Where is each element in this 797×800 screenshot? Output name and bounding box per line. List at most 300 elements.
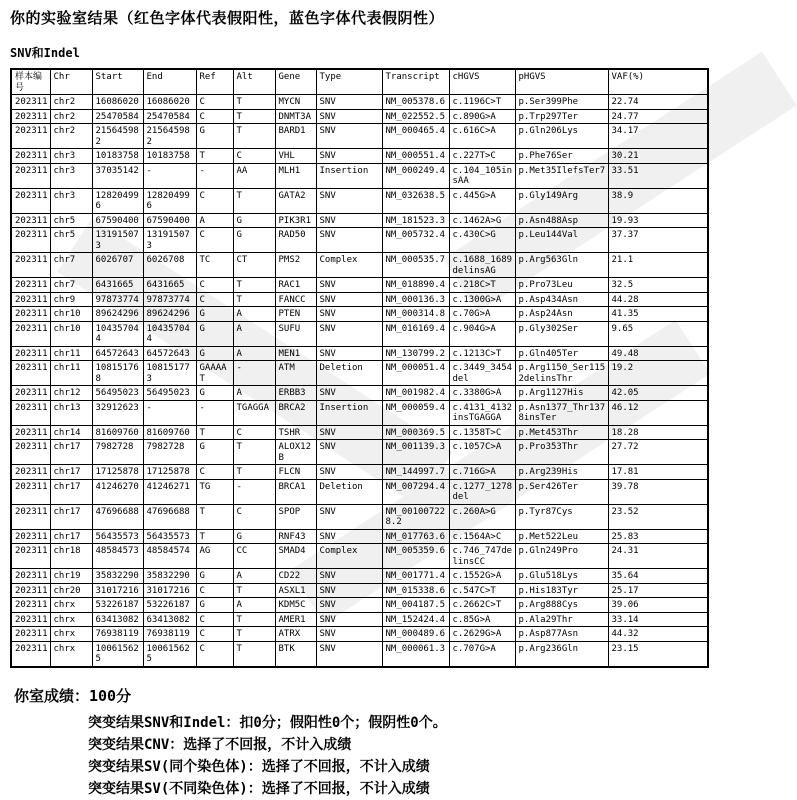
- table-cell: 31017216: [143, 583, 196, 598]
- table-cell: chr5: [50, 228, 92, 253]
- column-header: VAF(%): [608, 69, 708, 95]
- table-cell: NM_004187.5: [382, 598, 449, 613]
- table-cell: ATM: [275, 361, 316, 386]
- table-cell: KDM5C: [275, 598, 316, 613]
- table-cell: NM_005378.6: [382, 95, 449, 110]
- table-cell: p.Arg239His: [515, 465, 608, 480]
- table-row: [11, 292, 708, 307]
- table-cell: 81609760: [92, 425, 143, 440]
- table-cell: c.904G>A: [449, 321, 515, 346]
- table-cell: 41.35: [608, 307, 708, 322]
- table-cell: 104357044: [92, 321, 143, 346]
- table-row: [11, 188, 708, 213]
- table-cell: SNV: [316, 569, 382, 584]
- table-cell: T: [233, 465, 275, 480]
- table-cell: c.2629G>A: [449, 627, 515, 642]
- table-cell: chr12: [50, 386, 92, 401]
- column-header: End: [143, 69, 196, 95]
- table-cell: NM_000136.3: [382, 292, 449, 307]
- table-cell: G: [196, 598, 233, 613]
- table-cell: c.3380G>A: [449, 386, 515, 401]
- table-cell: G: [196, 321, 233, 346]
- table-cell: 128204996: [143, 188, 196, 213]
- table-row: [11, 321, 708, 346]
- table-cell: 202311: [11, 278, 50, 293]
- table-cell: A: [233, 598, 275, 613]
- table-cell: T: [233, 188, 275, 213]
- table-row: [11, 149, 708, 164]
- table-cell: SNV: [316, 124, 382, 149]
- table-cell: MLH1: [275, 163, 316, 188]
- table-cell: 202311: [11, 465, 50, 480]
- table-cell: 32912623: [92, 400, 143, 425]
- table-cell: TGAGGA: [233, 400, 275, 425]
- table-cell: Insertion: [316, 163, 382, 188]
- table-cell: 44.32: [608, 627, 708, 642]
- table-cell: 17125878: [92, 465, 143, 480]
- table-cell: BRCA2: [275, 400, 316, 425]
- table-cell: AA: [233, 163, 275, 188]
- table-cell: p.Met35IlefsTer7: [515, 163, 608, 188]
- table-cell: 24.77: [608, 109, 708, 124]
- table-cell: 19.93: [608, 213, 708, 228]
- table-cell: 22.74: [608, 95, 708, 110]
- table-cell: 202311: [11, 292, 50, 307]
- table-cell: 19.2: [608, 361, 708, 386]
- table-cell: 6431665: [92, 278, 143, 293]
- table-cell: SNV: [316, 465, 382, 480]
- table-cell: -: [233, 479, 275, 504]
- table-cell: c.746_747delinsCC: [449, 544, 515, 569]
- table-cell: -: [196, 163, 233, 188]
- table-cell: 18.28: [608, 425, 708, 440]
- table-cell: 30.21: [608, 149, 708, 164]
- table-cell: NM_000059.4: [382, 400, 449, 425]
- table-cell: 202311: [11, 400, 50, 425]
- table-cell: C: [233, 149, 275, 164]
- table-cell: 104357044: [143, 321, 196, 346]
- table-cell: chr3: [50, 188, 92, 213]
- table-cell: C: [196, 583, 233, 598]
- table-cell: A: [233, 569, 275, 584]
- table-cell: 48584574: [143, 544, 196, 569]
- table-cell: chr11: [50, 361, 92, 386]
- table-cell: chrx: [50, 627, 92, 642]
- table-cell: 97873774: [143, 292, 196, 307]
- table-cell: -: [143, 163, 196, 188]
- table-cell: 41246270: [92, 479, 143, 504]
- table-cell: NM_022552.5: [382, 109, 449, 124]
- table-cell: PIK3R1: [275, 213, 316, 228]
- table-cell: AG: [196, 544, 233, 569]
- table-cell: T: [233, 627, 275, 642]
- table-cell: c.1462A>G: [449, 213, 515, 228]
- table-cell: c.3449_3454del: [449, 361, 515, 386]
- table-cell: G: [196, 440, 233, 465]
- column-header: Gene: [275, 69, 316, 95]
- table-cell: -: [196, 400, 233, 425]
- table-cell: T: [233, 612, 275, 627]
- table-cell: NM_001771.4: [382, 569, 449, 584]
- table-cell: 202311: [11, 425, 50, 440]
- table-cell: chr19: [50, 569, 92, 584]
- table-cell: SNV: [316, 598, 382, 613]
- table-cell: A: [233, 307, 275, 322]
- table-cell: chr7: [50, 278, 92, 293]
- column-header: Transcript: [382, 69, 449, 95]
- table-cell: T: [233, 583, 275, 598]
- table-cell: VHL: [275, 149, 316, 164]
- table-cell: 16086020: [92, 95, 143, 110]
- table-row: [11, 627, 708, 642]
- table-cell: SNV: [316, 583, 382, 598]
- column-header: pHGVS: [515, 69, 608, 95]
- table-cell: SNV: [316, 278, 382, 293]
- table-row: [11, 641, 708, 667]
- table-cell: c.430C>G: [449, 228, 515, 253]
- table-cell: SUFU: [275, 321, 316, 346]
- table-cell: 32.5: [608, 278, 708, 293]
- table-cell: 202311: [11, 504, 50, 529]
- score-details: [0, 706, 716, 800]
- table-cell: SNV: [316, 95, 382, 110]
- table-cell: c.227T>C: [449, 149, 515, 164]
- table-cell: c.1358T>C: [449, 425, 515, 440]
- table-row: [11, 307, 708, 322]
- table-cell: C: [196, 612, 233, 627]
- table-cell: SNV: [316, 307, 382, 322]
- table-cell: SPOP: [275, 504, 316, 529]
- table-row: [11, 440, 708, 465]
- table-cell: 17.81: [608, 465, 708, 480]
- table-cell: 56495023: [92, 386, 143, 401]
- table-cell: TC: [196, 253, 233, 278]
- column-header: 样本编号: [11, 69, 50, 95]
- table-cell: 108151768: [92, 361, 143, 386]
- table-cell: 202311: [11, 307, 50, 322]
- table-cell: p.Gly149Arg: [515, 188, 608, 213]
- score-summary: 你室成绩：100分: [14, 686, 132, 705]
- table-cell: GATA2: [275, 188, 316, 213]
- table-cell: CC: [233, 544, 275, 569]
- table-cell: p.Asp877Asn: [515, 627, 608, 642]
- table-cell: C: [196, 641, 233, 667]
- table-cell: 128204996: [92, 188, 143, 213]
- table-row: [11, 400, 708, 425]
- table-cell: p.Arg563Gln: [515, 253, 608, 278]
- table-cell: 46.12: [608, 400, 708, 425]
- table-cell: MYCN: [275, 95, 316, 110]
- table-cell: 202311: [11, 109, 50, 124]
- table-cell: TSHR: [275, 425, 316, 440]
- table-cell: 7982728: [143, 440, 196, 465]
- table-cell: 44.28: [608, 292, 708, 307]
- table-cell: BARD1: [275, 124, 316, 149]
- table-cell: c.1300G>A: [449, 292, 515, 307]
- table-cell: RAC1: [275, 278, 316, 293]
- table-cell: 89624296: [143, 307, 196, 322]
- table-cell: FANCC: [275, 292, 316, 307]
- table-cell: ATRX: [275, 627, 316, 642]
- table-cell: c.445G>A: [449, 188, 515, 213]
- table-cell: ASXL1: [275, 583, 316, 598]
- table-cell: G: [196, 386, 233, 401]
- table-cell: 41246271: [143, 479, 196, 504]
- table-cell: MEN1: [275, 346, 316, 361]
- table-cell: c.547C>T: [449, 583, 515, 598]
- table-cell: c.1552G>A: [449, 569, 515, 584]
- table-cell: 202311: [11, 95, 50, 110]
- table-cell: T: [233, 440, 275, 465]
- table-cell: c.218C>T: [449, 278, 515, 293]
- table-cell: p.Tyr87Cys: [515, 504, 608, 529]
- table-cell: chr10: [50, 321, 92, 346]
- table-cell: chr2: [50, 109, 92, 124]
- table-cell: NM_181523.3: [382, 213, 449, 228]
- table-cell: 64572643: [143, 346, 196, 361]
- table-cell: 16086020: [143, 95, 196, 110]
- table-row: [11, 361, 708, 386]
- table-cell: SNV: [316, 188, 382, 213]
- table-cell: 25470584: [92, 109, 143, 124]
- table-cell: 6431665: [143, 278, 196, 293]
- table-cell: 24.31: [608, 544, 708, 569]
- table-row: [11, 569, 708, 584]
- table-row: [11, 346, 708, 361]
- table-cell: 56495023: [143, 386, 196, 401]
- table-cell: 100615625: [92, 641, 143, 667]
- table-cell: 202311: [11, 479, 50, 504]
- table-cell: A: [233, 321, 275, 346]
- table-cell: p.Arg888Cys: [515, 598, 608, 613]
- table-cell: 202311: [11, 598, 50, 613]
- table-cell: NM_000551.4: [382, 149, 449, 164]
- score-detail-sv-different-chromosome: 突变结果SV(不同染色体)：选择了不回报，不计入成绩: [88, 780, 430, 797]
- table-cell: p.Gly302Ser: [515, 321, 608, 346]
- table-cell: 202311: [11, 641, 50, 667]
- table-cell: 202311: [11, 163, 50, 188]
- table-cell: chr2: [50, 124, 92, 149]
- table-cell: 56435573: [92, 529, 143, 544]
- table-cell: 56435573: [143, 529, 196, 544]
- table-cell: SNV: [316, 321, 382, 346]
- table-cell: 202311: [11, 321, 50, 346]
- table-cell: 81609760: [143, 425, 196, 440]
- table-cell: c.1213C>T: [449, 346, 515, 361]
- table-cell: G: [196, 307, 233, 322]
- table-cell: A: [196, 213, 233, 228]
- table-cell: p.Gln206Lys: [515, 124, 608, 149]
- table-cell: 202311: [11, 253, 50, 278]
- table-row: [11, 228, 708, 253]
- score-detail-sv-same-chromosome: 突变结果SV(同个染色体)：选择了不回报，不计入成绩: [88, 758, 430, 775]
- table-cell: DNMT3A: [275, 109, 316, 124]
- table-row: [11, 612, 708, 627]
- table-cell: ERBB3: [275, 386, 316, 401]
- table-cell: -: [233, 361, 275, 386]
- table-cell: 131915073: [92, 228, 143, 253]
- table-cell: NM_001139.3: [382, 440, 449, 465]
- table-cell: T: [233, 109, 275, 124]
- table-cell: p.Ser399Phe: [515, 95, 608, 110]
- table-cell: NM_005732.4: [382, 228, 449, 253]
- table-cell: GAAAAT: [196, 361, 233, 386]
- table-cell: NM_000051.4: [382, 361, 449, 386]
- table-cell: NM_000061.3: [382, 641, 449, 667]
- table-cell: NM_001007228.2: [382, 504, 449, 529]
- table-cell: 202311: [11, 386, 50, 401]
- table-cell: p.Pro353Thr: [515, 440, 608, 465]
- table-cell: SNV: [316, 213, 382, 228]
- column-header: Ref: [196, 69, 233, 95]
- table-cell: c.616C>A: [449, 124, 515, 149]
- table-cell: chr11: [50, 346, 92, 361]
- table-cell: SNV: [316, 529, 382, 544]
- table-cell: c.1277_1278del: [449, 479, 515, 504]
- table-cell: chr5: [50, 213, 92, 228]
- table-cell: 63413082: [143, 612, 196, 627]
- table-cell: NM_007294.4: [382, 479, 449, 504]
- table-row: [11, 278, 708, 293]
- table-row: [11, 465, 708, 480]
- table-cell: 47696688: [143, 504, 196, 529]
- table-cell: 35832290: [92, 569, 143, 584]
- table-cell: T: [233, 95, 275, 110]
- table-cell: SMAD4: [275, 544, 316, 569]
- table-cell: SNV: [316, 346, 382, 361]
- table-cell: 7982728: [92, 440, 143, 465]
- table-cell: NM_005359.6: [382, 544, 449, 569]
- table-cell: 215645982: [92, 124, 143, 149]
- table-cell: 100615625: [143, 641, 196, 667]
- table-cell: PMS2: [275, 253, 316, 278]
- table-cell: 34.17: [608, 124, 708, 149]
- table-row: [11, 213, 708, 228]
- column-header: Alt: [233, 69, 275, 95]
- table-cell: NM_032638.5: [382, 188, 449, 213]
- table-cell: 9.65: [608, 321, 708, 346]
- table-cell: 25.17: [608, 583, 708, 598]
- table-cell: Deletion: [316, 361, 382, 386]
- table-cell: p.Ser426Ter: [515, 479, 608, 504]
- table-cell: RNF43: [275, 529, 316, 544]
- table-cell: G: [196, 346, 233, 361]
- table-cell: G: [196, 569, 233, 584]
- table-header-row: [11, 69, 708, 95]
- table-cell: C: [233, 504, 275, 529]
- page-title: 你的实验室结果（红色字体代表假阳性，蓝色字体代表假阴性）: [10, 9, 445, 27]
- table-cell: C: [196, 627, 233, 642]
- table-cell: p.Arg1150_Ser1152delinsThr: [515, 361, 608, 386]
- table-row: [11, 163, 708, 188]
- table-cell: 35832290: [143, 569, 196, 584]
- table-cell: 33.14: [608, 612, 708, 627]
- table-cell: 6026708: [143, 253, 196, 278]
- table-cell: 202311: [11, 583, 50, 598]
- table-cell: C: [196, 278, 233, 293]
- table-cell: 76938119: [143, 627, 196, 642]
- table-row: [11, 124, 708, 149]
- table-cell: NM_001982.4: [382, 386, 449, 401]
- table-cell: 25470584: [143, 109, 196, 124]
- table-cell: SNV: [316, 425, 382, 440]
- table-cell: 35.64: [608, 569, 708, 584]
- table-cell: 39.06: [608, 598, 708, 613]
- table-cell: chr2: [50, 95, 92, 110]
- table-cell: c.70G>A: [449, 307, 515, 322]
- table-cell: chr17: [50, 504, 92, 529]
- table-cell: NM_017763.6: [382, 529, 449, 544]
- table-cell: SNV: [316, 612, 382, 627]
- table-cell: c.707G>A: [449, 641, 515, 667]
- table-cell: T: [196, 504, 233, 529]
- table-cell: 25.83: [608, 529, 708, 544]
- table-cell: Insertion: [316, 400, 382, 425]
- table-cell: p.Arg236Gln: [515, 641, 608, 667]
- table-cell: c.104_105insAA: [449, 163, 515, 188]
- table-cell: NM_000489.6: [382, 627, 449, 642]
- table-cell: 64572643: [92, 346, 143, 361]
- table-cell: G: [233, 213, 275, 228]
- score-detail-snv-indel: 突变结果SNV和Indel：扣0分；假阳性0个；假阴性0个。: [88, 714, 447, 731]
- table-cell: c.890G>A: [449, 109, 515, 124]
- table-cell: SNV: [316, 504, 382, 529]
- table-cell: NM_000465.4: [382, 124, 449, 149]
- table-cell: p.Met522Leu: [515, 529, 608, 544]
- table-cell: c.85G>A: [449, 612, 515, 627]
- table-cell: FLCN: [275, 465, 316, 480]
- table-cell: BRCA1: [275, 479, 316, 504]
- table-cell: 6026707: [92, 253, 143, 278]
- table-cell: A: [233, 346, 275, 361]
- snv-indel-results-table: [10, 68, 709, 668]
- table-cell: c.1196C>T: [449, 95, 515, 110]
- table-cell: 38.9: [608, 188, 708, 213]
- table-cell: chr17: [50, 479, 92, 504]
- table-cell: chr9: [50, 292, 92, 307]
- table-cell: CT: [233, 253, 275, 278]
- table-cell: SNV: [316, 627, 382, 642]
- table-cell: SNV: [316, 386, 382, 401]
- table-cell: 37035142: [92, 163, 143, 188]
- table-cell: 202311: [11, 569, 50, 584]
- table-cell: 27.72: [608, 440, 708, 465]
- table-cell: Complex: [316, 544, 382, 569]
- table-cell: c.1688_1689delinsAG: [449, 253, 515, 278]
- table-cell: chr14: [50, 425, 92, 440]
- table-cell: p.Gln405Ter: [515, 346, 608, 361]
- column-header: Chr: [50, 69, 92, 95]
- table-cell: chr3: [50, 163, 92, 188]
- table-cell: 53226187: [92, 598, 143, 613]
- table-cell: 39.78: [608, 479, 708, 504]
- table-cell: p.Pro73Leu: [515, 278, 608, 293]
- table-cell: Complex: [316, 253, 382, 278]
- table-cell: SNV: [316, 149, 382, 164]
- table-row: [11, 544, 708, 569]
- table-cell: NM_018890.4: [382, 278, 449, 293]
- table-cell: 215645982: [143, 124, 196, 149]
- table-cell: C: [196, 188, 233, 213]
- table-row: [11, 253, 708, 278]
- table-cell: p.Gln249Pro: [515, 544, 608, 569]
- table-cell: 202311: [11, 346, 50, 361]
- table-cell: SNV: [316, 440, 382, 465]
- table-cell: 21.1: [608, 253, 708, 278]
- table-cell: NM_015338.6: [382, 583, 449, 598]
- table-cell: p.Asp24Asn: [515, 307, 608, 322]
- table-cell: 23.15: [608, 641, 708, 667]
